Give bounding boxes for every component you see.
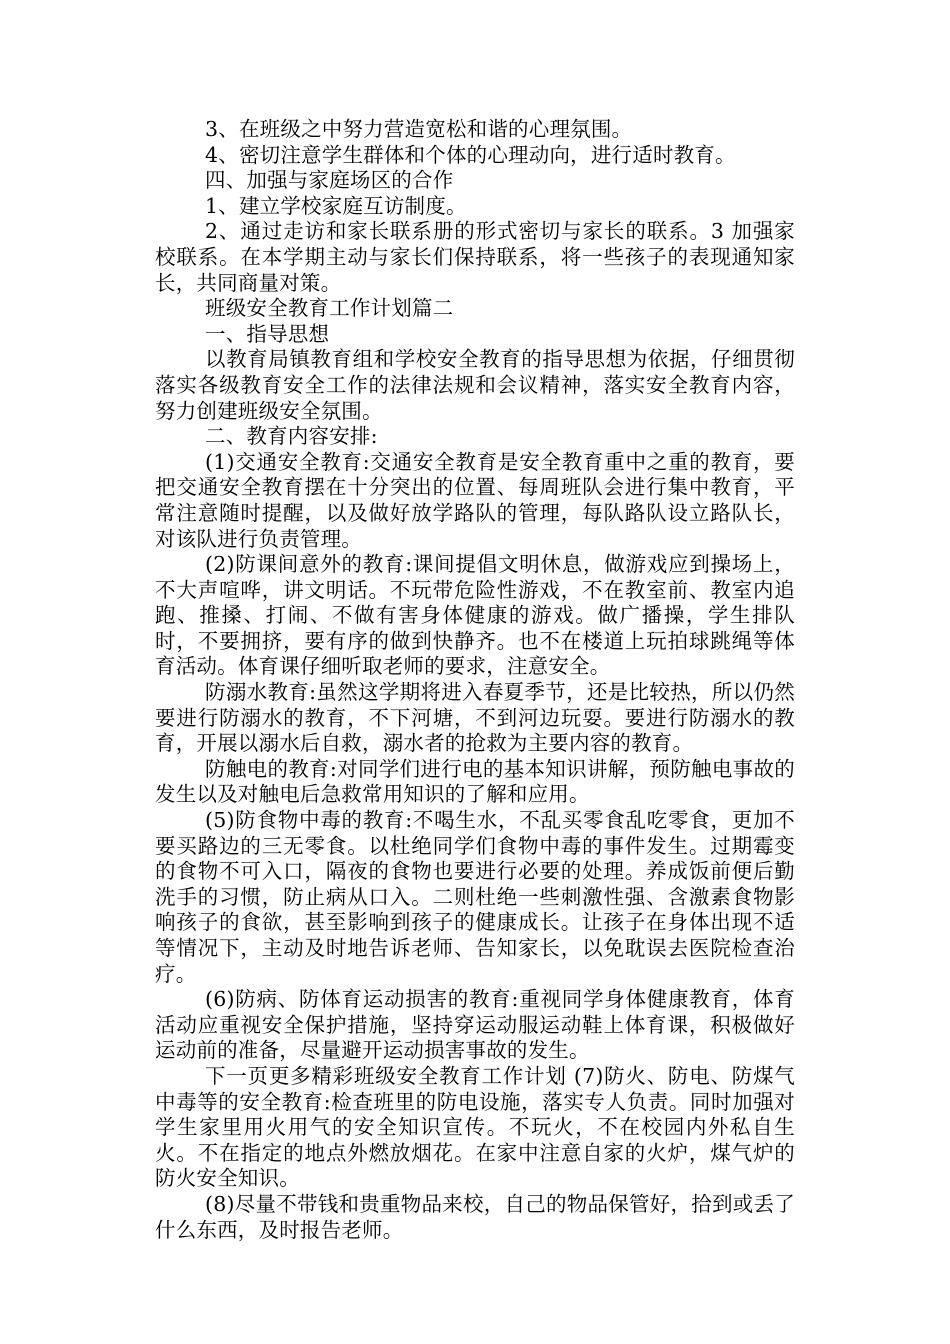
paragraph-home-visit: 1、建立学校家庭互访制度。 [205, 193, 467, 218]
paragraph-traffic-safety: (1)交通安全教育:交通安全教育是安全教育重中之重的教育，要把交通安全教育摆在十分突出的位置、每周班队会进行集中教育，平常注意随时提醒，以及做好放学路队的管理，每队路队设立路队长，对该队进行负责管理。 [155, 449, 795, 551]
paragraph-valuables: (8)尽量不带钱和贵重物品来校，自己的物品保管好，拾到或丢了什么东西，及时报告老师。 [155, 1191, 795, 1242]
section-heading-education-content: 二、教育内容安排: [205, 424, 378, 449]
paragraph-guiding-ideology: 以教育局镇教育组和学校安全教育的指导思想为依据，仔细贯彻落实各级教育安全工作的法律法规和会议精神，落实安全教育内容，努力创建班级安全氛围。 [155, 347, 795, 423]
paragraph-parent-contact: 2、通过走访和家长联系册的形式密切与家长的联系。3 加强家校联系。在本学期主动与家长们保持联系，将一些孩子的表现通知家长，共同商量对策。 [155, 219, 795, 295]
section-heading-guiding-ideology: 一、指导思想 [205, 321, 330, 346]
paragraph-item-3: 3、在班级之中努力营造宽松和谐的心理氛围。 [205, 117, 633, 141]
section-heading-family-cooperation: 四、加强与家庭场区的合作 [205, 168, 454, 193]
document-section-title: 班级安全教育工作计划篇二 [205, 296, 454, 321]
paragraph-electric-shock-prevention: 防触电的教育:对同学们进行电的基本知识讲解，预防触电事故的发生以及对触电后急救常用知识的了解和应用。 [155, 756, 795, 807]
paragraph-fire-gas-safety: 下一页更多精彩班级安全教育工作计划 (7)防火、防电、防煤气中毒等的安全教育:检查班里的防电设施，落实专人负责。同时加强对学生家里用火用气的安全知识宣传。不玩火，不在校园内外私自生火。不在指定的地点外燃放烟花。在家中注意自家的火炉，煤气炉的防火安全知识。 [155, 1063, 795, 1191]
document-body [155, 117, 795, 1243]
paragraph-break-time-safety: (2)防课间意外的教育:课间提倡文明休息，做游戏应到操场上，不大声喧哗，讲文明话。不玩带危险性游戏，不在教室前、教室内追跑、推搡、打闹、不做有害身体健康的游戏。做广播操，学生排队时，不要拥挤，要有序的做到快静齐。也不在楼道上玩拍球跳绳等体育活动。体育课仔细听取老师的要求，注意安全。 [155, 552, 795, 679]
paragraph-drowning-prevention: 防溺水教育:虽然这学期将进入春夏季节，还是比较热，所以仍然要进行防溺水的教育，不下河塘，不到河边玩耍。要进行防溺水的教育，开展以溺水后自救，溺水者的抢救为主要内容的教育。 [155, 680, 795, 756]
paragraph-item-4: 4、密切注意学生群体和个体的心理动向，进行适时教育。 [205, 142, 736, 167]
paragraph-food-poisoning-prevention: (5)防食物中毒的教育:不喝生水，不乱买零食乱吃零食，更加不要买路边的三无零食。以杜绝同学们食物中毒的事件发生。过期霉变的食物不可入口，隔夜的食物也要进行必要的处理。养成饭前便后勤洗手的习惯，防止病从口入。二则杜绝一些刺激性强、含激素食物影响孩子的食欲，甚至影响到孩子的健康成长。让孩子在身体出现不适等情况下，主动及时地告诉老师、告知家长，以免耽误去医院检查治疗。 [155, 808, 795, 986]
paragraph-sports-injury-prevention: (6)防病、防体育运动损害的教育:重视同学身体健康教育，体育活动应重视安全保护措施，坚持穿运动服运动鞋上体育课，积极做好运动前的准备，尽量避开运动损害事故的发生。 [155, 987, 795, 1063]
